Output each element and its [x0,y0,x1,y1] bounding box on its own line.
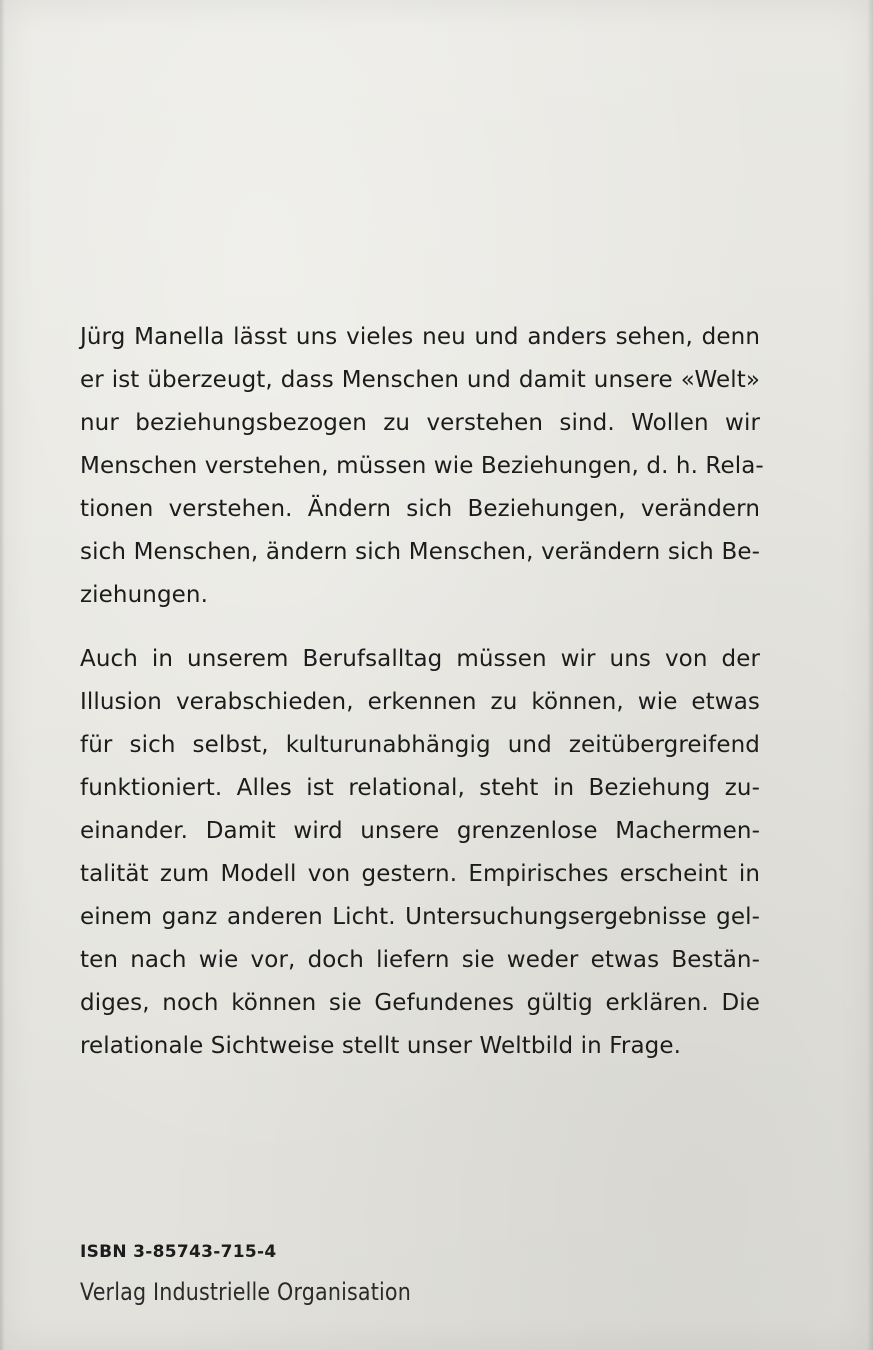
text-line: nur beziehungsbezogen zu verstehen sind. Wollen wir [80,410,760,436]
isbn-number: ISBN 3-85743-715-4 [80,1242,277,1262]
text-line: diges, noch können sie Gefundenes gültig erklären. Die [80,990,760,1016]
text-line: einem ganz anderen Licht. Untersuchungsergebnisse gel- [80,904,760,930]
text-line: für sich selbst, kulturunabhängig und zeitübergreifend [80,732,760,758]
blurb-text [80,316,764,1068]
text-line: tionen verstehen. Ändern sich Beziehungen, verändern [80,496,760,522]
text-line: Menschen verstehen, müssen wie Beziehungen, d. h. Rela- [80,453,764,479]
cover-edge-shadow-right [867,0,873,1350]
text-line: einander. Damit wird unsere grenzenlose Machermen- [80,818,760,844]
text-line: funktioniert. Alles ist relational, steht in Beziehung zu- [80,775,760,801]
text-line: er ist überzeugt, dass Menschen und damit unsere «Welt» [80,367,760,393]
text-line: sich Menschen, ändern sich Menschen, verändern sich Be- [80,539,760,565]
cover-edge-shadow-left [0,0,5,1350]
blurb-paragraph-2 [80,638,760,1068]
text-line: relationale Sichtweise stellt unser Weltbild in Frage. [80,1033,682,1059]
text-line: ziehungen. [80,582,208,608]
text-line: Illusion verabschieden, erkennen zu können, wie etwas [80,689,760,715]
blurb-paragraph-1 [80,316,764,617]
text-line: Auch in unserem Berufsalltag müssen wir uns von der [80,646,760,672]
text-line: ten nach wie vor, doch liefern sie weder etwas Bestän- [80,947,760,973]
text-line: talität zum Modell von gestern. Empirisches erscheint in [80,861,760,887]
publisher-name: Verlag Industrielle Organisation [80,1278,411,1306]
text-line: Jürg Manella lässt uns vieles neu und anders sehen, denn [80,324,760,350]
